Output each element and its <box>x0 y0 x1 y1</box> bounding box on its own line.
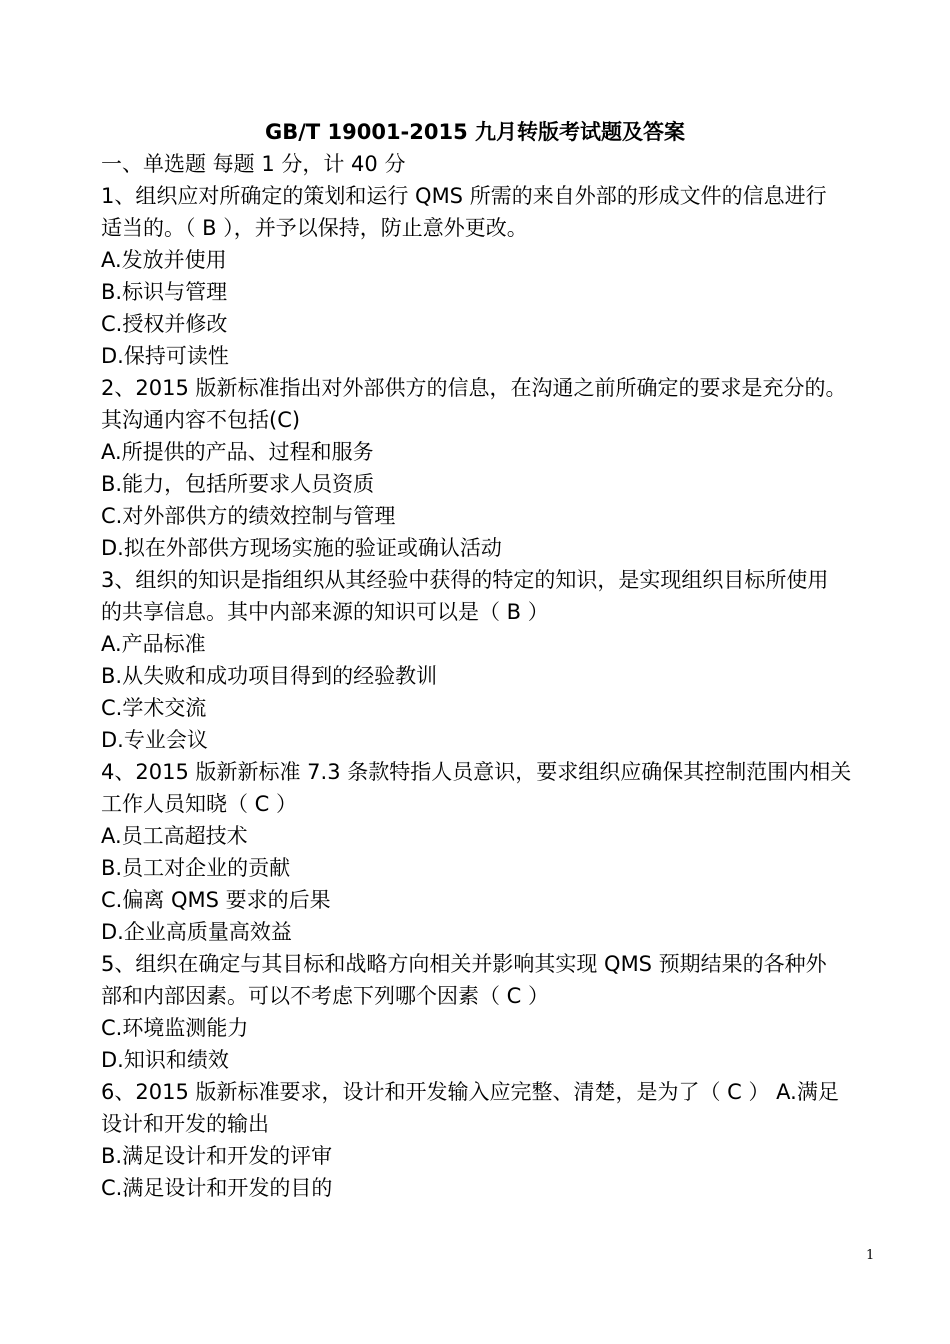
text-line: C.偏离 QMS 要求的后果 <box>101 888 331 912</box>
text-line: D.拟在外部供方现场实施的验证或确认活动 <box>101 536 502 560</box>
text-line: 1、组织应对所确定的策划和运行 QMS 所需的来自外部的形成文件的信息进行 <box>101 184 827 208</box>
text-line: C.对外部供方的绩效控制与管理 <box>101 504 396 528</box>
text-line: 其沟通内容不包括(C) <box>101 408 301 432</box>
text-line: D.专业会议 <box>101 728 208 752</box>
text-line: A.员工高超技术 <box>101 824 248 848</box>
text-line: C.满足设计和开发的目的 <box>101 1176 333 1200</box>
text-line: A.所提供的产品、过程和服务 <box>101 440 374 464</box>
text-line: 适当的。（ B ），并予以保持，防止意外更改。 <box>101 216 528 240</box>
text-line: B.标识与管理 <box>101 280 228 304</box>
text-line: C.环境监测能力 <box>101 1016 249 1040</box>
page-number: 1 <box>866 1248 875 1263</box>
text-line: 5、组织在确定与其目标和战略方向相关并影响其实现 QMS 预期结果的各种外 <box>101 952 827 976</box>
text-line: D.企业高质量高效益 <box>101 920 292 944</box>
text-line: B.满足设计和开发的评审 <box>101 1144 333 1168</box>
document-title: GB/T 19001-2015 九月转版考试题及答案 <box>264 120 686 144</box>
text-line: C.学术交流 <box>101 696 207 720</box>
text-line: D.保持可读性 <box>101 344 229 368</box>
text-line: B.能力，包括所要求人员资质 <box>101 472 375 496</box>
text-line: D.知识和绩效 <box>101 1048 229 1072</box>
text-line: 2、2015 版新标准指出对外部供方的信息，在沟通之前所确定的要求是充分的。 <box>101 376 847 400</box>
document-body <box>101 148 881 1204</box>
text-line: 工作人员知晓（ C ） <box>101 792 298 816</box>
text-line: A.发放并使用 <box>101 248 227 272</box>
text-line: 一、单选题 每题 1 分，计 40 分 <box>101 152 406 176</box>
text-line: 3、组织的知识是指组织从其经验中获得的特定的知识，是实现组织目标所使用 <box>101 568 829 592</box>
text-line: 部和内部因素。可以不考虑下列哪个因素（ C ） <box>101 984 550 1008</box>
text-line: C.授权并修改 <box>101 312 228 336</box>
text-line: 6、2015 版新标准要求，设计和开发输入应完整、清楚，是为了（ C ） A.满足 <box>101 1080 839 1104</box>
text-line: 的共享信息。其中内部来源的知识可以是（ B ） <box>101 600 549 624</box>
text-line: 设计和开发的输出 <box>101 1112 269 1136</box>
text-line: B.从失败和成功项目得到的经验教训 <box>101 664 438 688</box>
text-line: 4、2015 版新新标准 7.3 条款特指人员意识，要求组织应确保其控制范围内相关 <box>101 760 852 784</box>
text-line: B.员工对企业的贡献 <box>101 856 291 880</box>
text-line: A.产品标准 <box>101 632 206 656</box>
